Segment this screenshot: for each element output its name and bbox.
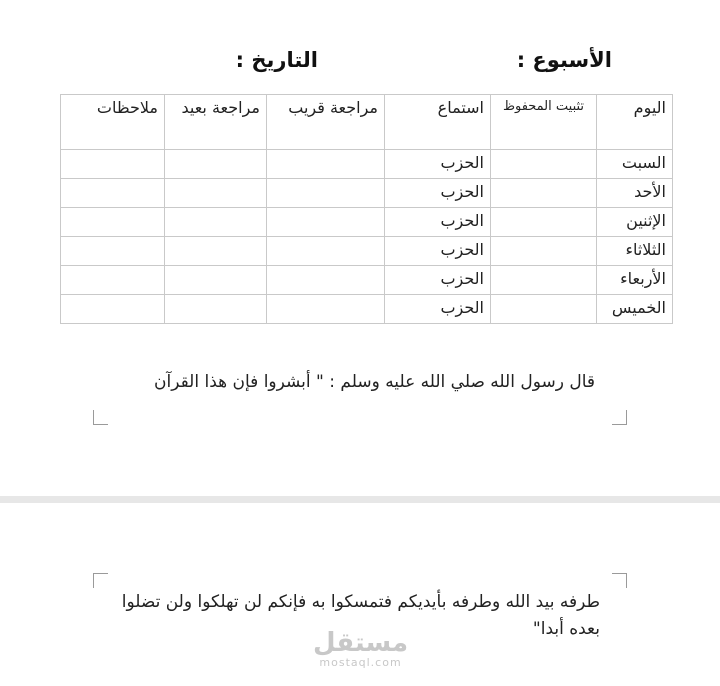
listening-cell: الحزب (385, 237, 491, 266)
column-header-day: اليوم (597, 95, 673, 150)
far-review-cell (165, 179, 267, 208)
table-row (61, 179, 673, 208)
margin-corner-mark (93, 573, 108, 588)
notes-cell (61, 150, 165, 179)
hadith-text-line-1: قال رسول الله صلي الله عليه وسلم : " أبشروا فإن هذا القرآن (154, 372, 595, 392)
notes-cell (61, 237, 165, 266)
notes-cell (61, 179, 165, 208)
column-header-notes: ملاحظات (61, 95, 165, 150)
memorization-cell (491, 150, 597, 179)
far-review-cell (165, 150, 267, 179)
listening-cell: الحزب (385, 266, 491, 295)
margin-corner-mark (612, 573, 627, 588)
near-review-cell (267, 237, 385, 266)
week-label: الأسبوع : (516, 48, 612, 72)
column-header-memorization: تثبيت المحفوظ (491, 95, 597, 150)
listening-cell: الحزب (385, 208, 491, 237)
mostaql-watermark (313, 630, 408, 670)
near-review-cell (267, 150, 385, 179)
memorization-cell (491, 179, 597, 208)
day-cell: الخميس (597, 295, 673, 324)
notes-cell (61, 208, 165, 237)
listening-cell: الحزب (385, 295, 491, 324)
listening-cell: الحزب (385, 179, 491, 208)
hadith-text-line-2: طرفه بيد الله وطرفه بأيديكم فتمسكوا به فإنكم لن تهلكوا ولن تضلوا بعده أبدا" (121, 592, 600, 639)
day-cell: الإثنين (597, 208, 673, 237)
memorization-cell (491, 295, 597, 324)
day-cell: السبت (597, 150, 673, 179)
table-header-row (61, 95, 673, 150)
near-review-cell (267, 266, 385, 295)
table-row (61, 208, 673, 237)
notes-cell (61, 295, 165, 324)
table-row (61, 150, 673, 179)
far-review-cell (165, 237, 267, 266)
table-row (61, 295, 673, 324)
near-review-cell (267, 295, 385, 324)
column-header-near-review: مراجعة قريب (267, 95, 385, 150)
day-cell: الأربعاء (597, 266, 673, 295)
far-review-cell (165, 295, 267, 324)
margin-corner-mark (612, 410, 627, 425)
memorization-cell (491, 208, 597, 237)
watermark-logo-text: مستقل (313, 628, 409, 658)
table-row (61, 237, 673, 266)
notes-cell (61, 266, 165, 295)
day-cell: الثلاثاء (597, 237, 673, 266)
near-review-cell (267, 179, 385, 208)
far-review-cell (165, 208, 267, 237)
date-label: التاريخ : (235, 48, 318, 72)
page-break (0, 496, 720, 503)
far-review-cell (165, 266, 267, 295)
memorization-cell (491, 266, 597, 295)
column-header-far-review: مراجعة بعيد (165, 95, 267, 150)
listening-cell: الحزب (385, 150, 491, 179)
weekly-schedule-table (60, 94, 673, 324)
table-row (61, 266, 673, 295)
margin-corner-mark (93, 410, 108, 425)
day-cell: الأحد (597, 179, 673, 208)
near-review-cell (267, 208, 385, 237)
memorization-cell (491, 237, 597, 266)
column-header-listening: استماع (385, 95, 491, 150)
watermark-url: mostaql.com (319, 656, 402, 669)
